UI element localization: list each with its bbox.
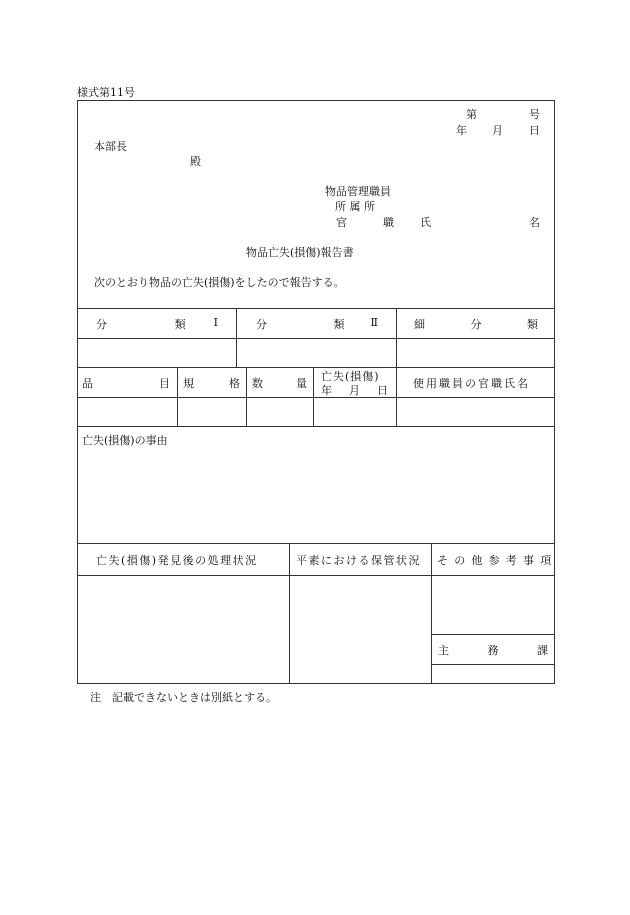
number-label-prefix: 第 (466, 108, 477, 121)
divider (431, 634, 555, 635)
header-subclassification: 細 分 類 (414, 318, 538, 331)
position-label: 職 (383, 216, 394, 229)
divider (177, 367, 178, 426)
date-month-label: 月 (492, 124, 503, 137)
number-label-suffix: 号 (529, 108, 540, 121)
header-quantity: 数 量 (252, 377, 307, 390)
header-item: 品 目 (82, 377, 170, 390)
reason-label: 亡失(損傷)の事由 (82, 434, 168, 447)
manager-title: 物品管理職員 (325, 185, 391, 198)
header-spec: 規 格 (183, 377, 240, 390)
section-label: 主 務 課 (438, 644, 548, 657)
footnote: 注 記載できないときは別紙とする。 (90, 691, 277, 704)
date-day-label: 日 (529, 124, 540, 137)
header-after-discovery: 亡失(損傷)発見後の処理状況 (96, 554, 258, 567)
divider (77, 575, 555, 576)
header-storage-status: 平素における保管状況 (296, 554, 421, 567)
form-title: 物品亡失(損傷)報告書 (246, 246, 354, 259)
divider (246, 367, 247, 426)
header-loss-date: 年 月 日 (321, 384, 388, 397)
form-number: 様式第11号 (77, 86, 135, 99)
addressee: 本部長 (94, 140, 127, 153)
official-label: 官 (336, 216, 347, 229)
name-label-first: 氏 (420, 216, 431, 229)
header-user-name: 使用職員の官職氏名 (413, 377, 530, 390)
honorific: 殿 (190, 155, 201, 168)
date-year-label: 年 (456, 124, 467, 137)
name-label-last: 名 (529, 216, 540, 229)
header-classification-2: 分 類 Ⅱ (256, 316, 378, 331)
divider (77, 543, 555, 544)
divider (289, 543, 290, 684)
report-form (77, 100, 558, 684)
divider (77, 308, 555, 309)
divider (77, 367, 555, 368)
header-loss-date-title: 亡失(損傷) (321, 370, 380, 383)
divider (77, 397, 555, 398)
divider (77, 338, 555, 339)
divider (431, 543, 432, 684)
affiliation-label: 所 属 所 (335, 200, 375, 213)
header-other-notes: その他参考事項 (437, 554, 558, 567)
divider (431, 664, 555, 665)
divider (396, 308, 397, 426)
divider (236, 308, 237, 367)
header-classification-1: 分 類 Ⅰ (96, 316, 218, 331)
divider (313, 367, 314, 426)
divider (77, 426, 555, 427)
intro-text: 次のとおり物品の亡失(損傷)をしたので報告する。 (94, 276, 345, 289)
